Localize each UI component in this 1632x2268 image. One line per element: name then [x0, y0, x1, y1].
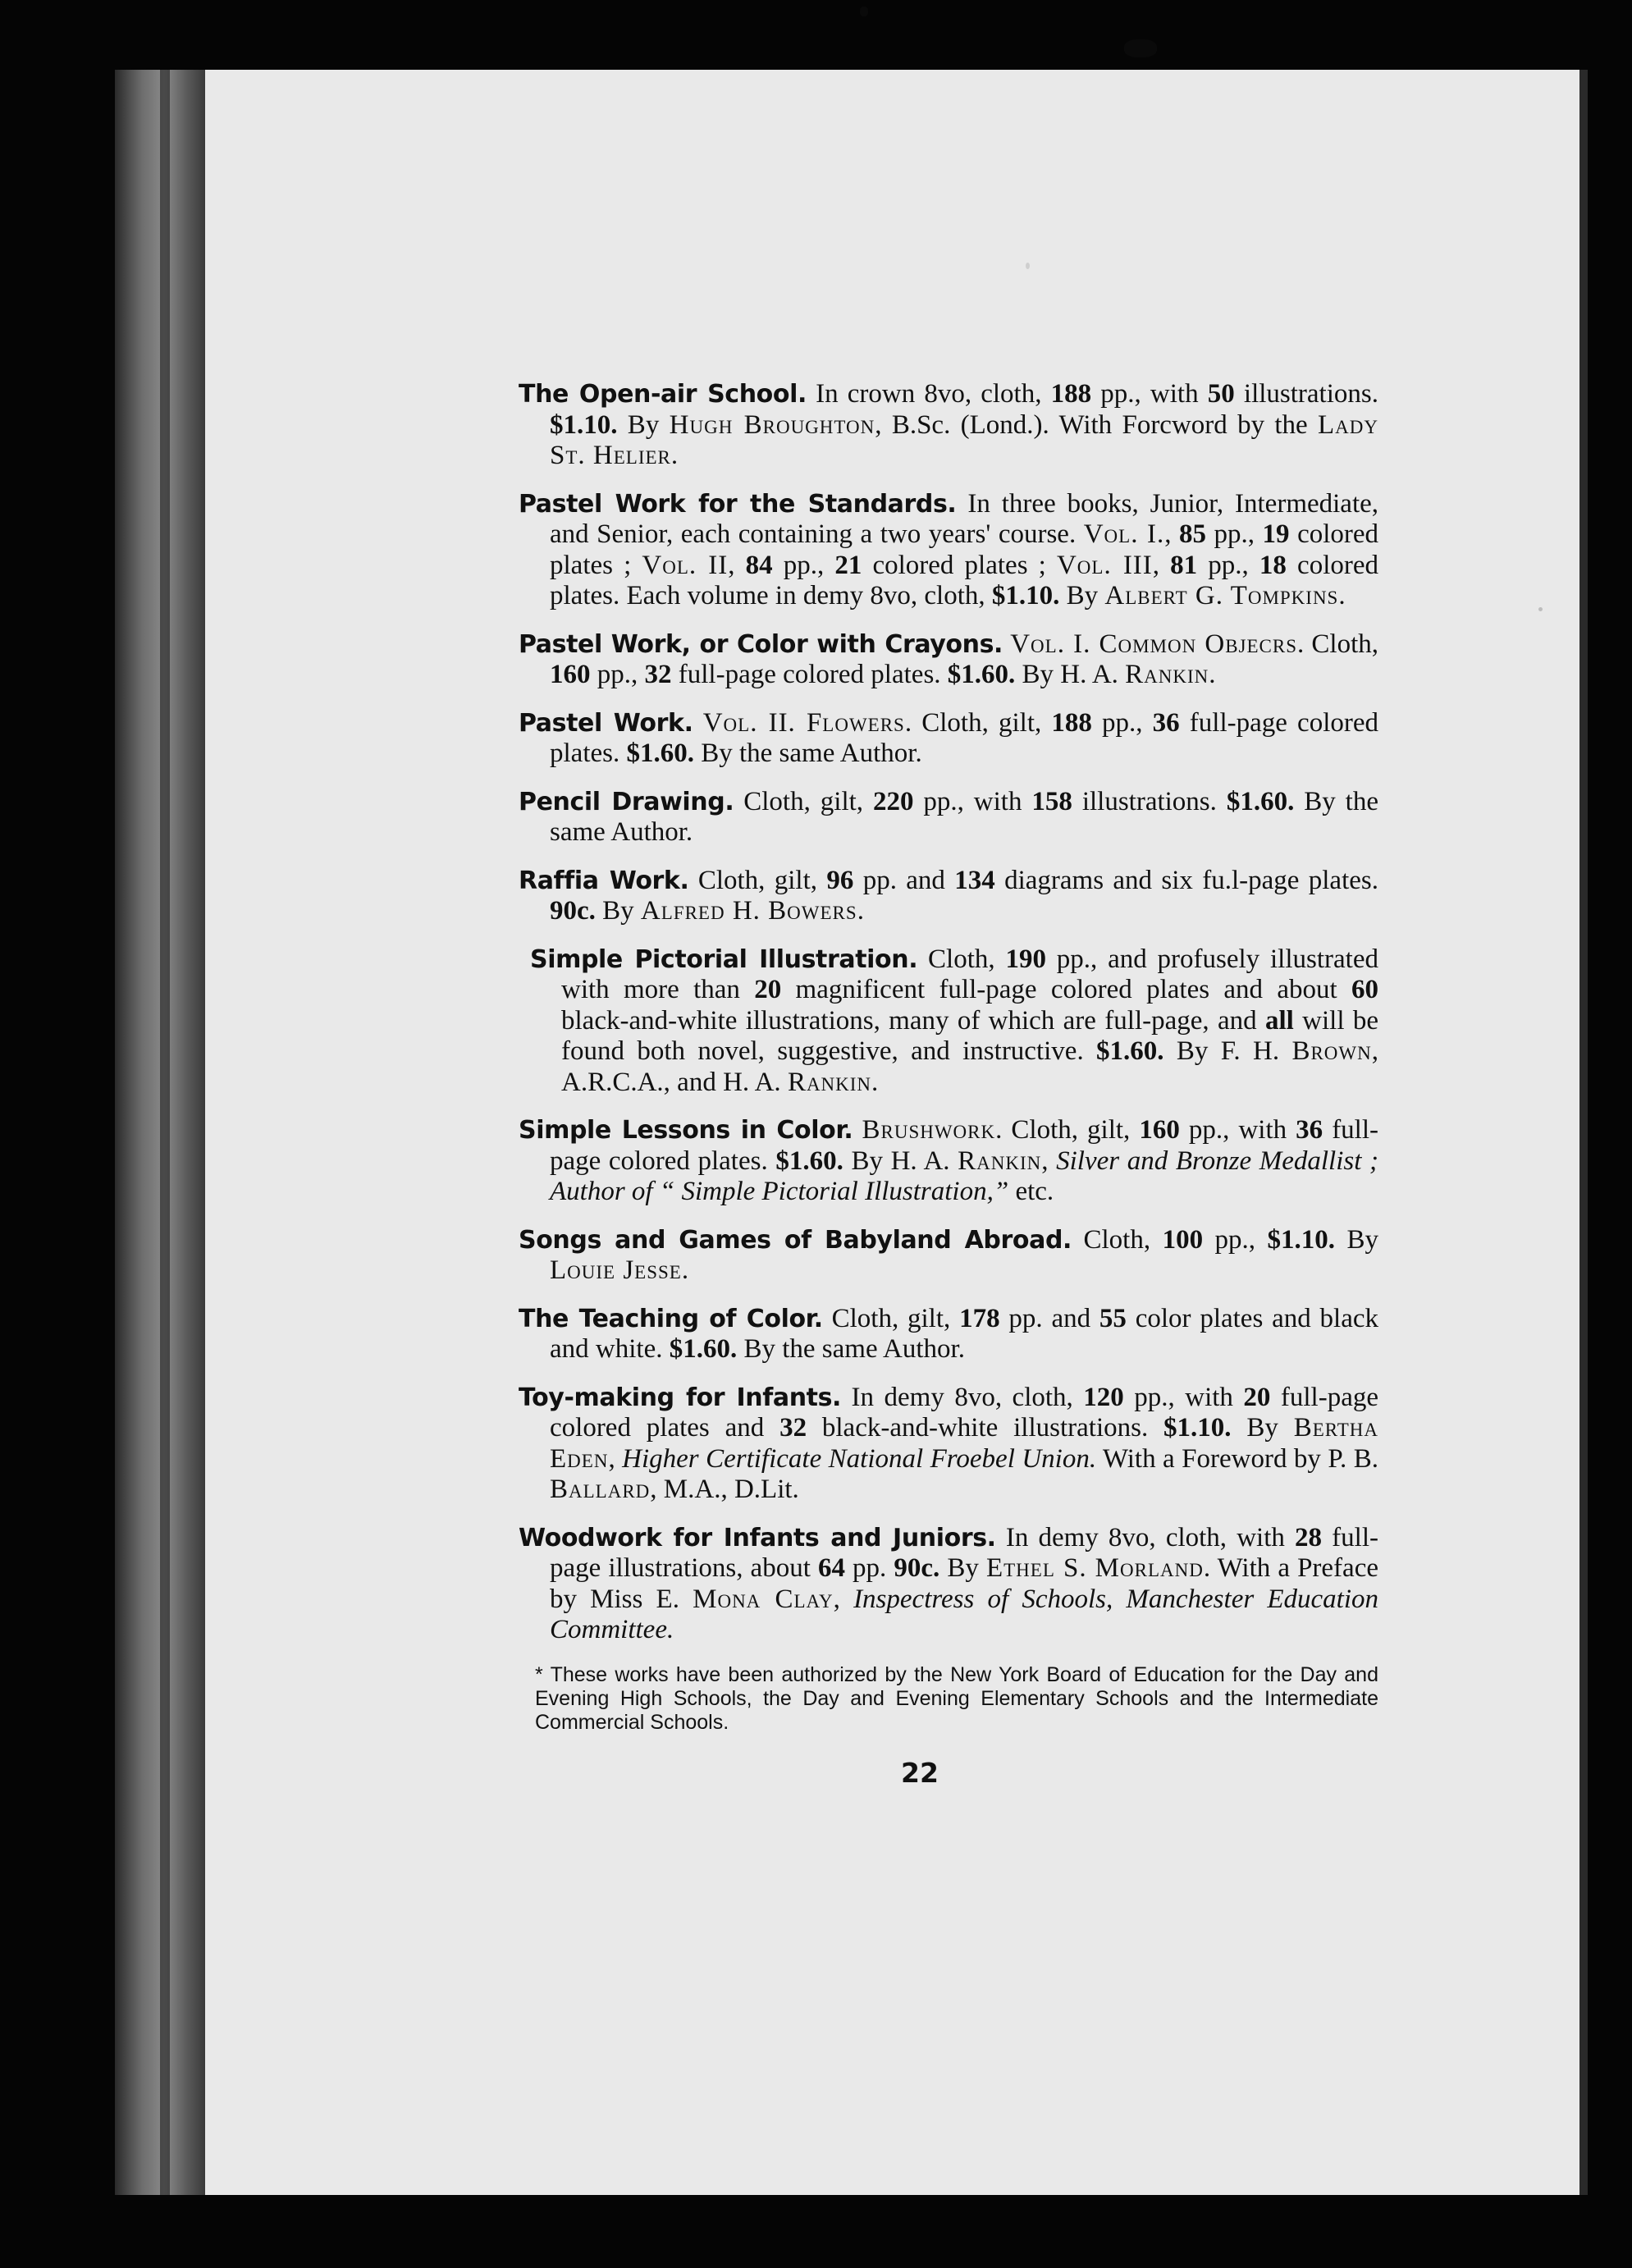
paper-speck [1538, 607, 1543, 611]
entry-text: pp., [772, 550, 835, 580]
page-edge [1579, 70, 1588, 2195]
entry-title: The Open-air School. [519, 380, 807, 409]
entry-title: Pastel Work for the Standards. [519, 489, 957, 519]
entry-text: 21 [834, 550, 862, 580]
entry-text: 120 [1083, 1382, 1124, 1412]
entry-text: Vol. I. [1083, 519, 1165, 549]
entry-text: 20 [754, 975, 782, 1004]
entry-text: pp., with [1123, 1382, 1244, 1412]
entry-text: $1.60. [1226, 786, 1295, 816]
entry-text: pp., with [1091, 379, 1208, 409]
entry-text: By the same Author. [737, 1334, 965, 1364]
entry-text: In crown 8vo, cloth, [806, 379, 1051, 409]
entry-text: will be found both novel, suggestive, and instructive. [561, 1005, 1378, 1066]
entry-text: illustrations. [1234, 379, 1378, 409]
entry-text: color plates and black and white. [550, 1303, 1379, 1364]
entry-text: pp., [1203, 1224, 1268, 1255]
catalog-entry [519, 708, 1378, 770]
entry-text: 160 [1139, 1115, 1180, 1145]
entry-text: pp., [1197, 550, 1259, 580]
entry-text: Rankin [958, 1145, 1042, 1176]
entry-text: , [1164, 519, 1179, 549]
entry-text: illustrations. [1072, 786, 1227, 816]
entry-text: By [939, 1553, 986, 1583]
entry-text: 36 [1152, 707, 1180, 738]
entry-text: Cloth, [917, 944, 1006, 974]
entry-text: 100 [1162, 1224, 1204, 1255]
catalog-entry [519, 1304, 1378, 1365]
entry-text: 20 [1243, 1382, 1271, 1412]
entry-title: Simple Lessons in Color. [519, 1116, 853, 1145]
entry-text: pp., and profusely illustrated with more than [561, 944, 1378, 1004]
entry-text: 55 [1099, 1303, 1127, 1333]
entry-text: , B.Sc. (Lond.). With Forcword by the [875, 409, 1319, 440]
catalog-listing [519, 379, 1378, 1788]
entry-text: pp., [1206, 519, 1263, 549]
catalog-entry [519, 1115, 1378, 1208]
catalog-entry [519, 1523, 1378, 1646]
entry-text: With a Foreword by P. B. [1096, 1443, 1379, 1474]
entry-text: By [595, 896, 641, 926]
entry-text: full-page colored plates. [550, 1115, 1379, 1176]
entry-text: In three books, Junior, Intermediate, and Senior, each containing a two years' course. [550, 488, 1379, 549]
entry-text: . Cloth, gilt, [995, 1115, 1140, 1145]
entry-text: Mona Clay [693, 1584, 834, 1614]
entry-text: $1.10. [1163, 1413, 1232, 1443]
entry-text: . [857, 896, 864, 926]
entry-text: In demy 8vo, cloth, with [995, 1522, 1296, 1552]
entry-text: Cloth, gilt, [688, 865, 827, 895]
entry-list [519, 379, 1378, 1646]
entry-text: diagrams and six fu.l-page plates. [994, 865, 1378, 895]
entry-text: , [833, 1584, 854, 1614]
entry-text: $1.60. [947, 660, 1016, 689]
entry-text: colored plates. Each volume in demy 8vo, cloth, [550, 550, 1378, 610]
entry-text: Inspectress of Schools, Manchester Education Committee. [550, 1584, 1378, 1644]
catalog-entry [519, 866, 1378, 927]
entry-text: $1.10. [550, 409, 618, 440]
entry-text: , [608, 1443, 623, 1474]
entry-text: Rankin [1125, 660, 1209, 689]
entry-title: The Teaching of Color. [519, 1304, 823, 1333]
entry-text: full-page colored plates. [550, 707, 1379, 768]
entry-text: all [1264, 1005, 1294, 1036]
entry-text: 81 [1170, 550, 1198, 580]
entry-text: Cloth, gilt, [734, 786, 873, 816]
catalog-entry [519, 1383, 1378, 1506]
paper-speck [1026, 263, 1030, 269]
entry-text: . [681, 1255, 689, 1285]
entry-text: By F. H. [1163, 1036, 1292, 1066]
entry-text: By [1335, 1224, 1378, 1255]
entry-text: Brushwork [862, 1115, 996, 1145]
entry-text: Lady St. Helier [550, 409, 1379, 470]
entry-text: Brown [1291, 1036, 1372, 1066]
entry-text: 190 [1005, 944, 1046, 974]
entry-text: pp. [844, 1553, 894, 1583]
entry-text: 134 [954, 865, 995, 895]
entry-text [853, 1115, 862, 1145]
entry-text: $1.60. [626, 738, 694, 768]
entry-text: , [728, 550, 746, 580]
entry-title: Songs and Games of Babyland Abroad. [519, 1225, 1072, 1255]
entry-text: Vol. I. Common Objecrs [1010, 629, 1298, 659]
entry-text: Hugh Broughton [669, 409, 875, 440]
entry-text: , A.R.C.A., and H. A. [561, 1036, 1378, 1097]
entry-text: By the same Author. [550, 786, 1378, 847]
entry-text: 36 [1296, 1115, 1323, 1145]
entry-text: Vol. II. Flowers [702, 707, 905, 738]
entry-text: . [1338, 581, 1346, 610]
entry-text: . [871, 1067, 879, 1097]
entry-text [693, 708, 703, 738]
entry-text: full-page colored plates. [671, 660, 948, 689]
entry-text: 19 [1262, 519, 1290, 549]
entry-text: By H. A. [1015, 660, 1126, 689]
entry-text: Cloth, [1072, 1224, 1163, 1255]
entry-title: Toy-making for Infants. [519, 1383, 842, 1412]
entry-text: black-and-white illustrations. [807, 1413, 1164, 1443]
entry-text: Ballard [550, 1475, 651, 1504]
entry-text: pp. and [999, 1303, 1099, 1333]
entry-text: . With a Preface by Miss E. [550, 1553, 1378, 1614]
entry-text: 90c. [894, 1553, 940, 1583]
entry-text: 64 [817, 1553, 845, 1583]
entry-text: 158 [1031, 786, 1072, 816]
entry-text [1003, 629, 1010, 659]
entry-text: pp., with [913, 786, 1032, 816]
entry-text: Vol. II [642, 550, 729, 580]
entry-text: By the same Author. [693, 738, 922, 768]
entry-title: Simple Pictorial Illustration. [530, 944, 918, 974]
entry-text: 84 [745, 550, 773, 580]
entry-text: 178 [959, 1303, 1000, 1333]
entry-text: 60 [1351, 975, 1378, 1004]
entry-text: 18 [1259, 550, 1287, 580]
entry-text: 160 [550, 660, 591, 689]
entry-text: In demy 8vo, cloth, [841, 1382, 1084, 1412]
entry-text: , [1041, 1145, 1057, 1176]
catalog-entry [519, 379, 1378, 472]
entry-text: 90c. [550, 896, 596, 926]
entry-text: 96 [826, 865, 854, 895]
entry-text: 188 [1051, 707, 1092, 738]
entry-text: 32 [644, 660, 672, 689]
catalog-entry [519, 787, 1378, 848]
entry-text: 50 [1207, 379, 1235, 409]
entry-text: full-page illustrations, about [550, 1522, 1378, 1583]
entry-text: 28 [1295, 1522, 1323, 1552]
entry-text: Bertha Eden [550, 1413, 1378, 1474]
entry-text: full-page colored plates and [550, 1382, 1378, 1443]
entry-title: Woodwork for Infants and Juniors. [519, 1523, 996, 1552]
entry-text: pp., [590, 660, 645, 689]
entry-text: By H. A. [843, 1145, 958, 1176]
entry-text: By [1231, 1413, 1294, 1443]
entry-text: $1.10. [991, 581, 1060, 610]
entry-text: By [617, 409, 670, 440]
entry-text: pp. and [853, 865, 955, 895]
entry-text: Higher Certificate National Froebel Union. [622, 1443, 1097, 1474]
entry-text: Albert G. Tompkins [1104, 581, 1339, 610]
entry-text: By [1059, 581, 1105, 610]
entry-title: Pastel Work. [519, 708, 693, 738]
entry-text: . [1209, 660, 1216, 689]
entry-text: colored plates ; [862, 550, 1057, 580]
entry-title: Pastel Work, or Color with Crayons. [519, 629, 1003, 659]
entry-text: Cloth, gilt, [822, 1303, 960, 1333]
entry-text: 85 [1179, 519, 1206, 549]
entry-title: Raffia Work. [519, 866, 689, 895]
entry-text: Ethel S. Morland [985, 1553, 1204, 1583]
spine-shadow [160, 70, 170, 2195]
entry-text: 32 [779, 1413, 807, 1443]
catalog-entry [519, 489, 1378, 612]
entry-text: . [670, 441, 679, 470]
entry-text: etc. [1008, 1177, 1054, 1206]
entry-text: Silver and Bronze Medallist ; Author of “ Simple Pictorial Illustration,” [550, 1145, 1378, 1206]
entry-text: pp., with [1179, 1115, 1296, 1145]
entry-text: colored plates ; [550, 519, 1379, 580]
entry-text: $1.60. [669, 1334, 738, 1364]
entry-text: pp., [1091, 707, 1153, 738]
entry-text: . Cloth, [1297, 629, 1379, 659]
footnote-text: * These works have been authorized by the New York Board of Education for the Day and Evening High Schools, the Day and Evening Elementary Schools and the Intermediate Commercial Schools. [535, 1662, 1378, 1734]
scan-blot [860, 7, 868, 16]
entry-text: , [1152, 550, 1171, 580]
entry-text: , M.A., D.Lit. [650, 1475, 799, 1504]
scan-blot [1124, 39, 1157, 57]
entry-title: Pencil Drawing. [519, 787, 734, 816]
entry-text: $1.60. [775, 1145, 843, 1176]
footnote [519, 1663, 1378, 1735]
entry-text: Louie Jesse [550, 1255, 682, 1285]
entry-text: Rankin [787, 1067, 872, 1097]
entry-text: . Cloth, gilt, [904, 707, 1052, 738]
catalog-entry [519, 629, 1378, 691]
page-number: 22 [901, 1756, 939, 1789]
catalog-entry [519, 1225, 1378, 1287]
entry-text: 188 [1050, 379, 1092, 409]
entry-text: black-and-white illustrations, many of which are full-page, and [561, 1005, 1265, 1036]
entry-text: 220 [872, 786, 914, 816]
entry-text: $1.60. [1096, 1036, 1164, 1066]
entry-text: magnificent full-page colored plates and about [781, 975, 1351, 1004]
catalog-entry [530, 944, 1378, 1099]
entry-text: $1.10. [1267, 1224, 1336, 1255]
entry-text: Vol. III [1056, 550, 1153, 580]
entry-text: Alfred H. Bowers [640, 896, 857, 926]
